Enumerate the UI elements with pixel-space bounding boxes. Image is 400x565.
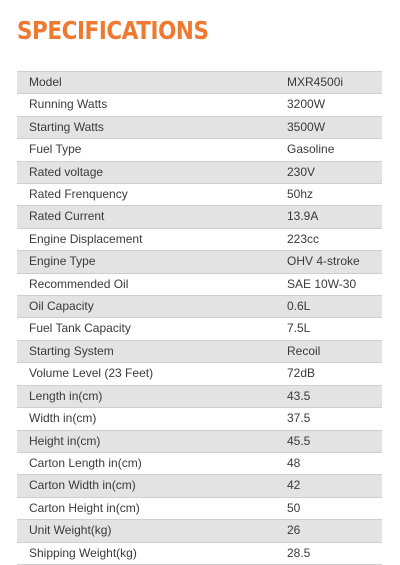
table-row xyxy=(17,251,382,273)
table-row xyxy=(17,184,382,206)
table-row xyxy=(17,340,382,362)
spec-label: Starting Watts xyxy=(17,116,287,138)
table-row xyxy=(17,430,382,452)
table-row xyxy=(17,116,382,138)
spec-label: Carton Width in(cm) xyxy=(17,475,287,497)
spec-value: 3500W xyxy=(287,116,382,138)
table-row xyxy=(17,139,382,161)
spec-label: Height in(cm) xyxy=(17,430,287,452)
spec-label: Carton Length in(cm) xyxy=(17,452,287,474)
specifications-table xyxy=(17,71,382,565)
spec-label: Fuel Tank Capacity xyxy=(17,318,287,340)
table-row xyxy=(17,385,382,407)
spec-value: 50hz xyxy=(287,184,382,206)
spec-value: 50 xyxy=(287,497,382,519)
table-row xyxy=(17,318,382,340)
spec-label: Recommended Oil xyxy=(17,273,287,295)
table-row xyxy=(17,497,382,519)
spec-label: Carton Height in(cm) xyxy=(17,497,287,519)
table-row xyxy=(17,296,382,318)
spec-value: 28.5 xyxy=(287,542,382,564)
spec-value: 26 xyxy=(287,520,382,542)
spec-label: Fuel Type xyxy=(17,139,287,161)
table-row xyxy=(17,206,382,228)
spec-value: 48 xyxy=(287,452,382,474)
table-row xyxy=(17,452,382,474)
spec-value: OHV 4-stroke xyxy=(287,251,382,273)
table-row xyxy=(17,273,382,295)
spec-value: 72dB xyxy=(287,363,382,385)
spec-value: Recoil xyxy=(287,340,382,362)
spec-label: Rated Current xyxy=(17,206,287,228)
spec-label: Model xyxy=(17,72,287,94)
spec-label: Rated voltage xyxy=(17,161,287,183)
table-row xyxy=(17,408,382,430)
page-title: SPECIFICATIONS xyxy=(17,16,209,45)
spec-value: 0.6L xyxy=(287,296,382,318)
table-row xyxy=(17,542,382,564)
table-row xyxy=(17,161,382,183)
spec-label: Length in(cm) xyxy=(17,385,287,407)
table-row xyxy=(17,94,382,116)
table-row xyxy=(17,475,382,497)
spec-value: 43.5 xyxy=(287,385,382,407)
spec-label: Engine Type xyxy=(17,251,287,273)
spec-label: Engine Displacement xyxy=(17,228,287,250)
spec-label: Volume Level (23 Feet) xyxy=(17,363,287,385)
spec-label: Shipping Weight(kg) xyxy=(17,542,287,564)
spec-value: SAE 10W-30 xyxy=(287,273,382,295)
table-row xyxy=(17,72,382,94)
spec-value: 13.9A xyxy=(287,206,382,228)
spec-value: 223cc xyxy=(287,228,382,250)
spec-value: 37.5 xyxy=(287,408,382,430)
spec-value: MXR4500i xyxy=(287,72,382,94)
table-row xyxy=(17,228,382,250)
spec-label: Running Watts xyxy=(17,94,287,116)
spec-value: 230V xyxy=(287,161,382,183)
spec-value: 7.5L xyxy=(287,318,382,340)
spec-label: Starting System xyxy=(17,340,287,362)
table-row xyxy=(17,520,382,542)
spec-value: 45.5 xyxy=(287,430,382,452)
table-row xyxy=(17,363,382,385)
spec-label: Rated Frenquency xyxy=(17,184,287,206)
spec-value: 3200W xyxy=(287,94,382,116)
spec-label: Oil Capacity xyxy=(17,296,287,318)
spec-label: Unit Weight(kg) xyxy=(17,520,287,542)
spec-label: Width in(cm) xyxy=(17,408,287,430)
spec-value: Gasoline xyxy=(287,139,382,161)
spec-value: 42 xyxy=(287,475,382,497)
